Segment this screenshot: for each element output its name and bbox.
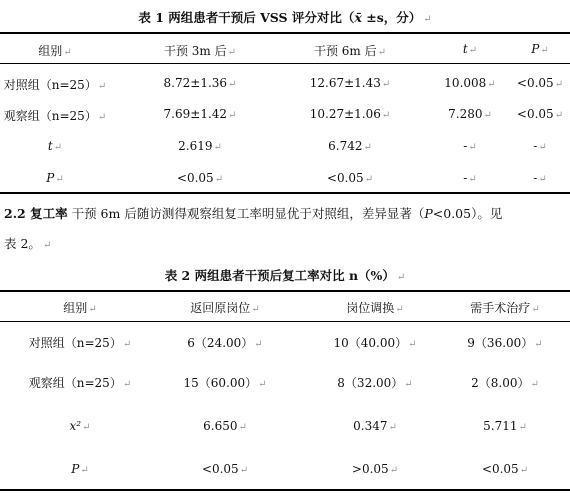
table1-row4-t: -↵ — [463, 171, 477, 185]
paragraph-mark: ↵ — [396, 272, 406, 283]
table1-row3-label: t↵ — [47, 139, 63, 153]
result-paragraph-line2: 表 2。 ↵ — [4, 236, 52, 251]
table2-row1-transfer: 10（40.00）↵ — [333, 336, 417, 350]
table2-row4-return: <0.05↵ — [201, 462, 249, 476]
table2-row4-label: P↵ — [71, 462, 89, 476]
result-paragraph: 2.2 复工率 干预 6m 后随访测得观察组复工率明显优于对照组，差异显著（P<0.05）。见 — [4, 206, 503, 221]
table1-row1-3m: 8.72±1.36↵ — [163, 76, 237, 90]
table1-header-rule — [0, 63, 570, 64]
table2-caption: 表 2 两组患者干预后复工率对比 n（%） ↵ — [164, 268, 406, 283]
table1-row1-t: 10.008↵ — [444, 76, 496, 90]
table2-header-return: 返回原岗位↵ — [190, 301, 260, 315]
section-heading: 2.2 复工率 — [4, 206, 68, 221]
table1-row2-6m: 10.27±1.06↵ — [309, 107, 391, 121]
table2-bottom-rule — [0, 489, 570, 491]
table2-row2-transfer: 8（32.00）↵ — [337, 376, 413, 390]
table1-row2-3m: 7.69±1.42↵ — [163, 107, 237, 121]
table1-row3-6m: 6.742↵ — [328, 139, 372, 153]
table1-row3-t: -↵ — [463, 139, 477, 153]
table1-row4-p: -↵ — [533, 171, 547, 185]
table1-row1-p: <0.05↵ — [516, 76, 564, 90]
table1-top-rule — [0, 32, 570, 34]
table1-row3-3m: 2.619↵ — [178, 139, 222, 153]
table1-caption: 表 1 两组患者干预后 VSS 评分对比（x̄ ±s，分） ↵ — [138, 10, 432, 25]
table2-row3-transfer: 0.347↵ — [353, 419, 397, 433]
table2-top-rule — [0, 290, 570, 292]
table2-row2-group: 观察组（n=25）↵ — [28, 376, 132, 390]
table2-header-rule — [0, 321, 570, 322]
paragraph-mark: ↵ — [423, 14, 432, 25]
table1-header-p: P↵ — [531, 42, 549, 56]
table1-row4-label: P↵ — [46, 171, 64, 185]
table2-row3-return: 6.650↵ — [203, 419, 247, 433]
table1-row2-t: 7.280↵ — [448, 107, 492, 121]
table2-row4-transfer: >0.05↵ — [351, 462, 399, 476]
table2-row1-group: 对照组（n=25）↵ — [28, 336, 132, 350]
table2-row3-surgery: 5.711↵ — [483, 419, 527, 433]
table2-header-group: 组别↵ — [63, 301, 97, 315]
table1-header-group: 组别↵ — [38, 44, 72, 58]
table1-row1-group: 对照组（n=25）↵ — [3, 78, 107, 92]
table2-row2-surgery: 2（8.00）↵ — [471, 376, 539, 390]
table2-header-transfer: 岗位调换↵ — [346, 301, 404, 315]
table1-row3-p: -↵ — [533, 139, 547, 153]
table1-row1-6m: 12.67±1.43↵ — [309, 76, 391, 90]
table2-header-surgery: 需手术治疗↵ — [470, 301, 540, 315]
table1-row2-group: 观察组（n=25）↵ — [3, 109, 107, 123]
table2-row4-surgery: <0.05↵ — [481, 462, 529, 476]
table1-header-6m: 干预 6m 后↵ — [313, 44, 387, 58]
table1-row2-p: <0.05↵ — [516, 107, 564, 121]
table2-row1-return: 6（24.00）↵ — [187, 336, 263, 350]
table1-bottom-rule — [0, 192, 570, 194]
table1-header-3m: 干预 3m 后↵ — [163, 44, 237, 58]
table2-row1-surgery: 9（36.00）↵ — [467, 336, 543, 350]
table2-row3-label: x²↵ — [69, 419, 91, 433]
table1-header-t: t↵ — [462, 42, 478, 56]
table1-row4-6m: <0.05↵ — [326, 171, 374, 185]
table1-row4-3m: <0.05↵ — [176, 171, 224, 185]
table2-row2-return: 15（60.00）↵ — [183, 376, 267, 390]
